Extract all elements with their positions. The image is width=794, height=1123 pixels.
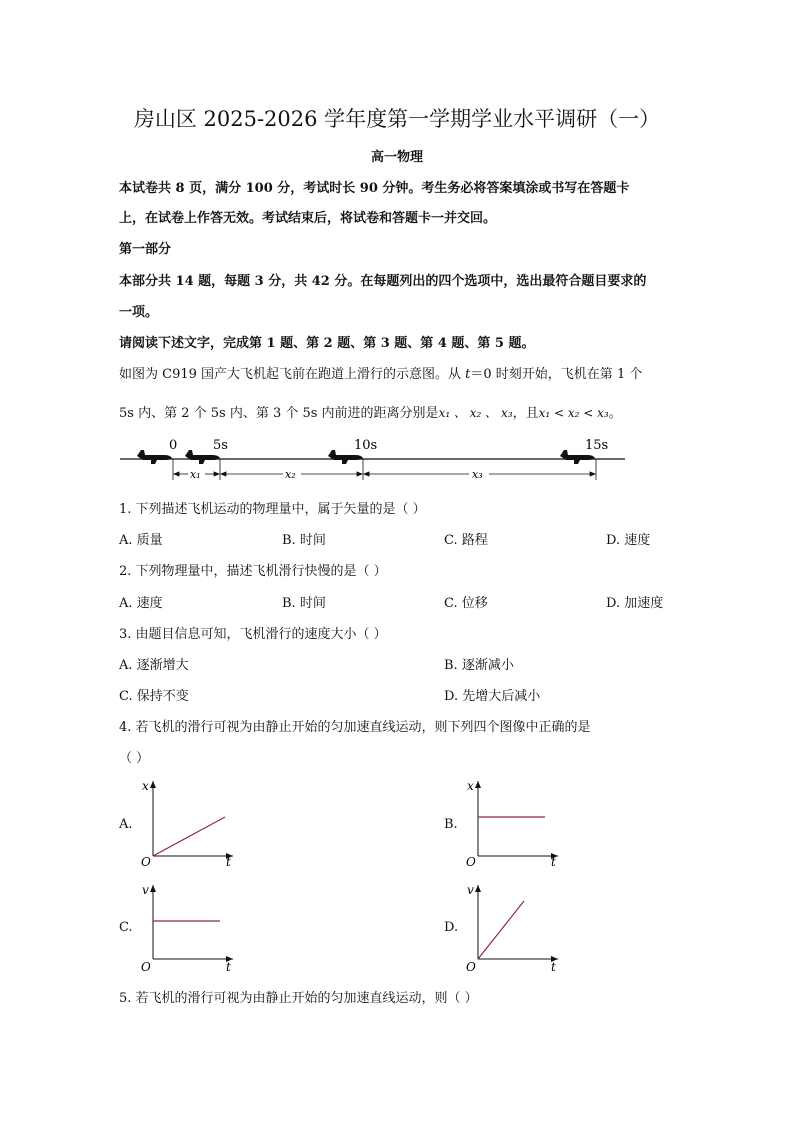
graph-a[interactable] bbox=[138, 776, 238, 868]
graph-d-x-label: t bbox=[551, 960, 556, 974]
graph-b-x-label: t bbox=[551, 855, 556, 868]
q2-option-d[interactable]: D. 加速度 bbox=[606, 596, 664, 611]
time-label-5s: 5s bbox=[213, 438, 228, 453]
graph-d-line bbox=[478, 901, 524, 959]
passage-t-var: t bbox=[465, 367, 471, 382]
graph-d-y-label: v bbox=[467, 883, 474, 897]
q1-option-d[interactable]: D. 速度 bbox=[606, 533, 651, 548]
part-title: 第一部分 bbox=[119, 242, 172, 257]
graph-a-line bbox=[153, 817, 225, 856]
page-title: 房山区 2025-2026 学年度第一学期学业水平调研（一） bbox=[133, 107, 661, 131]
q4-option-b[interactable]: B. bbox=[444, 817, 458, 832]
graph-b[interactable] bbox=[463, 776, 563, 868]
graph-a-x-label: t bbox=[226, 855, 231, 868]
question-2-stem: 2. 下列物理量中，描述飞机滑行快慢的是（ ） bbox=[119, 564, 387, 579]
graph-b-y-label: x bbox=[467, 779, 474, 793]
intro-line-1: 本试卷共 8 页，满分 100 分，考试时长 90 分钟。考生务必将答案填涂或书写在答题卡 bbox=[119, 181, 630, 196]
q1-option-c[interactable]: C. 路程 bbox=[444, 533, 488, 548]
part-desc-line-1: 本部分共 14 题，每题 3 分，共 42 分。在每题列出的四个选项中，选出最符合题目要求的 bbox=[119, 274, 647, 289]
passage-line-1 bbox=[119, 363, 642, 382]
passage-line-2-end: 。 bbox=[608, 406, 622, 421]
q3-option-c[interactable]: C. 保持不变 bbox=[119, 689, 189, 704]
q4-option-c[interactable]: C. bbox=[119, 920, 133, 935]
segment-label-x2: x₂ bbox=[285, 468, 296, 481]
q2-option-a[interactable]: A. 速度 bbox=[119, 596, 163, 611]
q4-option-a[interactable]: A. bbox=[119, 817, 133, 832]
q3-option-b[interactable]: B. 逐渐减小 bbox=[444, 658, 514, 673]
page-subtitle: 高一物理 bbox=[370, 150, 423, 165]
q2-option-b[interactable]: B. 时间 bbox=[282, 596, 326, 611]
read-instruction: 请阅读下述文字，完成第 1 题、第 2 题、第 3 题、第 4 题、第 5 题。 bbox=[119, 336, 535, 351]
q3-option-a[interactable]: A. 逐渐增大 bbox=[119, 658, 189, 673]
graph-c-x-label: t bbox=[226, 960, 231, 974]
passage-line-2b: ，且 bbox=[512, 406, 539, 421]
q1-option-a[interactable]: A. 质量 bbox=[119, 533, 163, 548]
graph-d[interactable] bbox=[463, 880, 563, 974]
graph-a-origin: O bbox=[141, 855, 151, 868]
runway-diagram bbox=[115, 432, 635, 484]
passage-line-1b: ＝0 时刻开始，飞机在第 1 个 bbox=[470, 367, 643, 382]
time-label-0: 0 bbox=[169, 438, 178, 453]
time-label-15s: 15s bbox=[585, 438, 609, 453]
question-1-stem: 1. 下列描述飞机运动的物理量中，属于矢量的是（ ） bbox=[119, 502, 426, 517]
part-desc-line-2: 一项。 bbox=[119, 305, 159, 320]
question-4-stem-2: （ ） bbox=[119, 751, 150, 766]
graph-d-origin: O bbox=[466, 960, 476, 974]
passage-line-2 bbox=[119, 402, 622, 421]
question-5-stem: 5. 若飞机的滑行可视为由静止开始的匀加速直线运动，则（ ） bbox=[119, 991, 478, 1006]
question-3-stem: 3. 由题目信息可知，飞机滑行的速度大小（ ） bbox=[119, 627, 387, 642]
segment-label-x1: x₁ bbox=[190, 468, 201, 481]
segment-label-x3: x₃ bbox=[472, 468, 483, 481]
airplane-icon bbox=[137, 450, 172, 464]
graph-c-origin: O bbox=[141, 960, 151, 974]
graph-c-y-label: v bbox=[142, 883, 149, 897]
passage-vars: x₁ 、 x₂ 、 x₃ bbox=[438, 406, 513, 420]
graph-c[interactable] bbox=[138, 880, 238, 974]
q2-option-c[interactable]: C. 位移 bbox=[444, 596, 488, 611]
q4-option-d[interactable]: D. bbox=[444, 920, 459, 935]
question-4-stem: 4. 若飞机的滑行可视为由静止开始的匀加速直线运动，则下列四个图像中正确的是 bbox=[119, 720, 591, 735]
graph-b-origin: O bbox=[466, 855, 476, 868]
q1-option-b[interactable]: B. 时间 bbox=[282, 533, 326, 548]
passage-line-1a: 如图为 C919 国产大飞机起飞前在跑道上滑行的示意图。从 bbox=[119, 367, 466, 382]
passage-line-2a: 5s 内、第 2 个 5s 内、第 3 个 5s 内前进的距离分别是 bbox=[119, 406, 439, 421]
intro-line-2: 上，在试卷上作答无效。考试结束后，将试卷和答题卡一并交回。 bbox=[119, 211, 497, 226]
passage-inequality: x₁ < x₂ < x₃ bbox=[538, 406, 609, 420]
time-label-10s: 10s bbox=[354, 438, 378, 453]
graph-a-y-label: x bbox=[142, 779, 149, 793]
q3-option-d[interactable]: D. 先增大后减小 bbox=[444, 689, 541, 704]
